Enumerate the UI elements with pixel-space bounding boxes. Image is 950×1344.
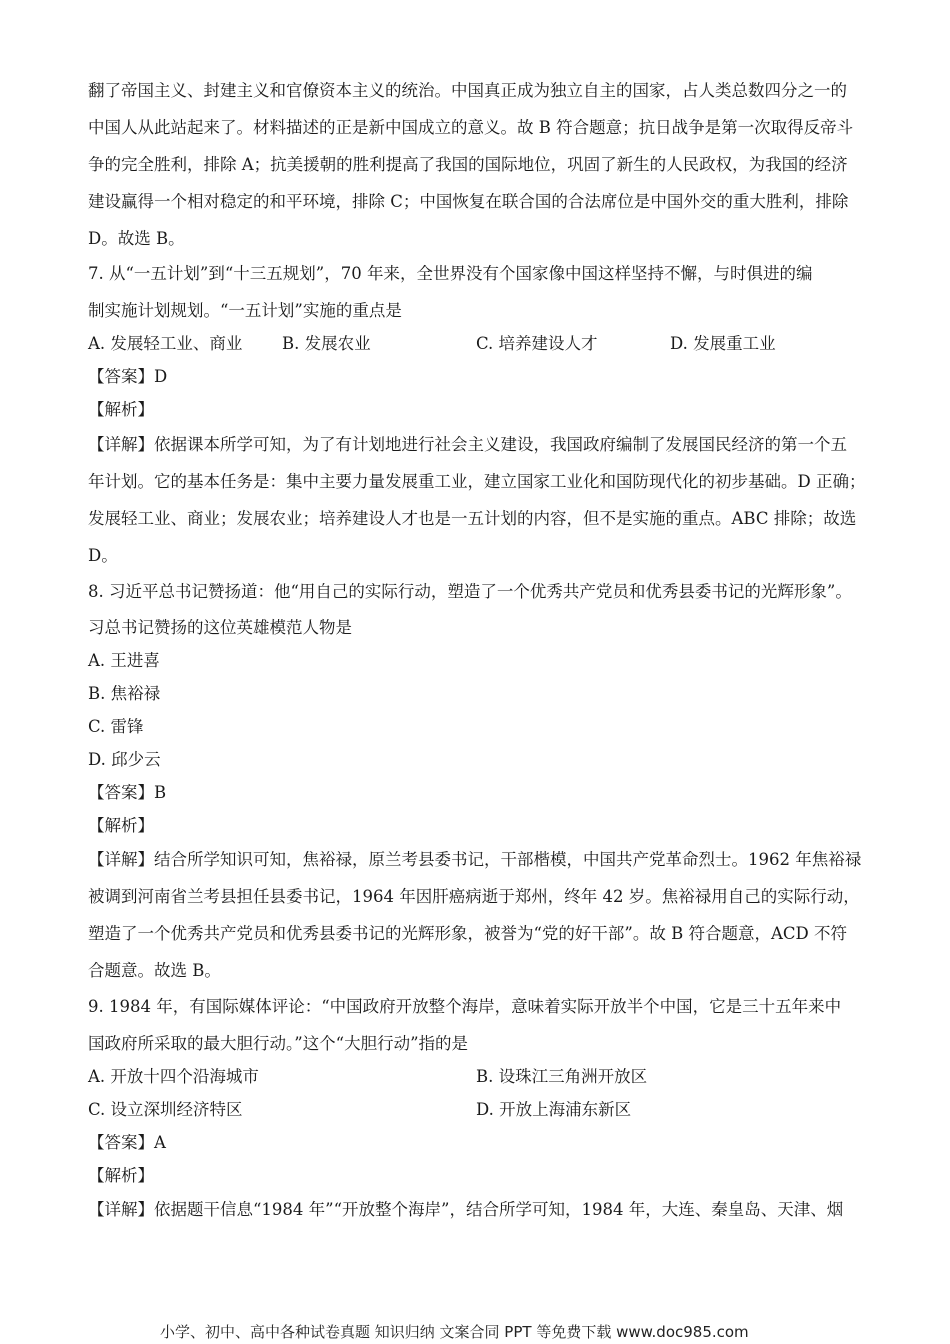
detail-line: 塑造了一个优秀共产党员和优秀县委书记的光辉形象，被誉为“党的好干部”。故 B 符合题意，ACD 不符	[88, 924, 847, 943]
question-8-option-b: B. 焦裕禄	[88, 684, 161, 703]
paragraph-line: 争的完全胜利，排除 A；抗美援朝的胜利提高了我国的国际地位，巩固了新生的人民政权，为我国的经济	[88, 155, 848, 174]
question-9-stem: 国政府所采取的最大胆行动。”这个“大胆行动”指的是	[88, 1034, 469, 1053]
answer-label: 【答案】A	[88, 1133, 166, 1152]
question-7-option-d: D. 发展重工业	[670, 334, 776, 353]
paragraph-line: D。故选 B。	[88, 229, 185, 248]
paragraph-line: 翻了帝国主义、封建主义和官僚资本主义的统治。中国真正成为独立自主的国家，占人类总数四分之一的	[88, 81, 847, 100]
question-7-stem: 制实施计划规划。“一五计划”实施的重点是	[88, 301, 402, 320]
detail-line: 被调到河南省兰考县担任县委书记，1964 年因肝癌病逝于郑州，终年 42 岁。焦裕禄用自己的实际行动，	[88, 887, 860, 906]
detail-line: 【详解】依据课本所学可知，为了有计划地进行社会主义建设，我国政府编制了发展国民经济的第一个五	[88, 435, 847, 454]
question-8-stem: 8. 习近平总书记赞扬道：他“用自己的实际行动，塑造了一个优秀共产党员和优秀县委书记的光辉形象”。	[88, 582, 852, 601]
question-9-stem: 9. 1984 年，有国际媒体评论：“中国政府开放整个海岸，意味着实际开放半个中国，它是三十五年来中	[88, 997, 842, 1016]
detail-line: 【详解】结合所学知识可知，焦裕禄，原兰考县委书记，干部楷模，中国共产党革命烈士。1962 年焦裕禄	[88, 850, 862, 869]
question-9-option-d: D. 开放上海浦东新区	[476, 1100, 632, 1119]
analysis-label: 【解析】	[88, 400, 154, 419]
question-8-stem: 习总书记赞扬的这位英雄模范人物是	[88, 618, 352, 637]
detail-line: D。	[88, 546, 118, 565]
paragraph-line: 建设赢得一个相对稳定的和平环境，排除 C；中国恢复在联合国的合法席位是中国外交的重大胜利，排除	[88, 192, 849, 211]
paragraph-line: 中国人从此站起来了。材料描述的正是新中国成立的意义。故 B 符合题意；抗日战争是第一次取得反帝斗	[88, 118, 854, 137]
question-7-option-a: A. 发展轻工业、商业	[88, 334, 243, 353]
analysis-label: 【解析】	[88, 1166, 154, 1185]
question-8-option-a: A. 王进喜	[88, 651, 160, 670]
question-9-option-a: A. 开放十四个沿海城市	[88, 1067, 259, 1086]
answer-label: 【答案】B	[88, 783, 167, 802]
question-7-stem: 7. 从“一五计划”到“十三五规划”，70 年来，全世界没有个国家像中国这样坚持不懈，与时俱进的编	[88, 264, 813, 283]
detail-line: 年计划。它的基本任务是：集中主要力量发展重工业，建立国家工业化和国防现代化的初步基础。D 正确；	[88, 472, 866, 491]
question-9-option-c: C. 设立深圳经济特区	[88, 1100, 243, 1119]
detail-line: 发展轻工业、商业；发展农业；培养建设人才也是一五计划的内容，但不是实施的重点。ABC 排除；故选	[88, 509, 857, 528]
detail-line: 【详解】依据题干信息“1984 年”“开放整个海岸”，结合所学可知，1984 年，大连、秦皇岛、天津、烟	[88, 1200, 844, 1219]
question-7-option-b: B. 发展农业	[282, 334, 371, 353]
analysis-label: 【解析】	[88, 816, 154, 835]
page-footer: 小学、初中、高中各种试卷真题 知识归纳 文案合同 PPT 等免费下载 www.doc985.com	[160, 1323, 749, 1341]
question-7-option-c: C. 培养建设人才	[476, 334, 598, 353]
question-9-option-b: B. 设珠江三角洲开放区	[476, 1067, 648, 1086]
question-8-option-c: C. 雷锋	[88, 717, 144, 736]
answer-label: 【答案】D	[88, 367, 168, 386]
question-8-option-d: D. 邱少云	[88, 750, 161, 769]
detail-line: 合题意。故选 B。	[88, 961, 221, 980]
